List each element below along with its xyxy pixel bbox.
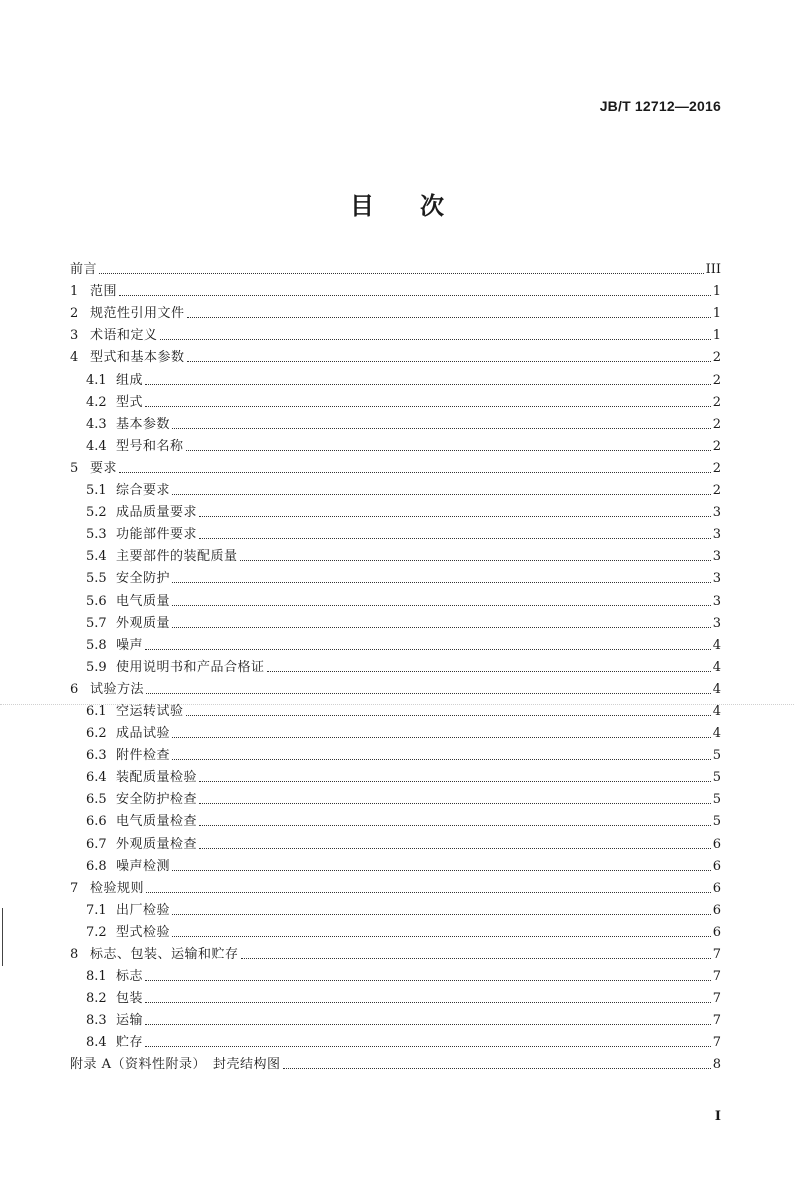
toc-entry-page: 4 (712, 659, 721, 675)
toc-entry-page: 2 (712, 394, 721, 410)
toc-entry-label: 标志 (116, 969, 144, 985)
toc-entry[interactable] (70, 256, 721, 278)
toc-entry-number: 8.4 (86, 1035, 107, 1051)
toc-entry-label: 主要部件的装配质量 (116, 549, 238, 565)
toc-entry[interactable] (70, 543, 721, 565)
toc-entry[interactable] (70, 919, 721, 941)
toc-entry[interactable] (70, 455, 721, 477)
toc-entry-label: 噪声检测 (116, 858, 171, 874)
toc-entry-page: 2 (712, 350, 721, 366)
toc-entry-page: 6 (712, 924, 721, 940)
toc-entry-page: 1 (712, 284, 721, 300)
toc-entry-label: 电气质量 (116, 593, 171, 609)
toc-entry-number: 5.1 (86, 483, 107, 499)
toc-entry[interactable] (70, 786, 721, 808)
dot-leader (172, 936, 711, 937)
toc-entry-page: 1 (712, 306, 721, 322)
dot-leader (145, 980, 711, 981)
toc-entry-number: 5.8 (86, 637, 107, 653)
toc-entry-page: 4 (712, 637, 721, 653)
toc-entry[interactable] (70, 610, 721, 632)
toc-entry-page: 5 (712, 770, 721, 786)
toc-entry-number: 6.8 (86, 858, 107, 874)
dot-leader (199, 781, 711, 782)
toc-entry-label: 电气质量检查 (116, 814, 198, 830)
dot-leader (241, 958, 711, 959)
table-of-contents (70, 256, 721, 1073)
toc-entry-page: 3 (712, 549, 721, 565)
standard-code: JB/T 12712—2016 (599, 98, 721, 114)
dot-leader (199, 848, 711, 849)
toc-entry-page: 7 (712, 947, 721, 962)
toc-entry-label: 外观质量检查 (116, 836, 198, 852)
toc-entry-label: 使用说明书和产品合格证 (116, 659, 265, 675)
toc-entry-number: 6 (70, 681, 79, 697)
toc-entry-label: 型式检验 (116, 924, 171, 940)
dot-leader (240, 560, 711, 561)
dot-leader (199, 538, 711, 539)
toc-entry-number: 7.1 (86, 902, 107, 918)
toc-entry[interactable] (70, 389, 721, 411)
toc-entry[interactable] (70, 654, 721, 676)
toc-entry[interactable] (70, 875, 721, 897)
toc-entry-page: 4 (712, 726, 721, 742)
toc-entry-label: 装配质量检验 (116, 770, 198, 786)
toc-entry[interactable] (70, 720, 721, 742)
page-number: I (714, 1109, 721, 1124)
toc-entry-label: 前言 (70, 262, 98, 278)
toc-entry-label: 噪声 (116, 637, 144, 653)
dot-leader (146, 693, 711, 694)
toc-entry-page: 2 (712, 416, 721, 432)
toc-entry[interactable] (70, 322, 721, 344)
toc-title (0, 186, 794, 221)
toc-entry-label: 标志、包装、运输和贮存 (90, 947, 239, 962)
toc-entry-number: 4.4 (86, 438, 107, 454)
toc-entry-label: 运输 (116, 1013, 144, 1029)
toc-entry-page: 6 (712, 836, 721, 852)
toc-entry[interactable] (70, 587, 721, 609)
dot-leader (172, 870, 711, 871)
toc-entry-number: 5.2 (86, 505, 107, 521)
toc-entry[interactable] (70, 742, 721, 764)
toc-entry[interactable] (70, 1051, 721, 1073)
toc-entry-page: 2 (712, 372, 721, 388)
toc-entry-label: 型式和基本参数 (90, 350, 185, 366)
dot-leader (172, 494, 711, 495)
toc-entry[interactable] (70, 565, 721, 587)
dot-leader (283, 1068, 711, 1069)
toc-entry-page: 6 (712, 902, 721, 918)
toc-entry-number: 4.1 (86, 372, 107, 388)
toc-entry-page: 1 (712, 328, 721, 344)
dot-leader (119, 472, 711, 473)
dot-leader (199, 516, 711, 517)
dot-leader (172, 737, 711, 738)
toc-entry[interactable] (70, 808, 721, 830)
toc-entry-number: 8 (70, 947, 79, 962)
toc-entry-label: 功能部件要求 (116, 527, 198, 543)
toc-entry-number: 7.2 (86, 924, 107, 940)
dot-leader (172, 759, 711, 760)
toc-entry-number: 6.1 (86, 703, 107, 719)
toc-entry[interactable] (70, 477, 721, 499)
toc-entry-page: 2 (712, 438, 721, 454)
toc-entry[interactable] (70, 764, 721, 786)
toc-entry-page: 3 (712, 571, 721, 587)
toc-entry-page: 2 (712, 460, 721, 476)
dot-leader (186, 450, 711, 451)
toc-entry-page: 6 (712, 858, 721, 874)
toc-entry[interactable] (70, 278, 721, 300)
toc-entry[interactable] (70, 300, 721, 322)
toc-entry-number: 6.7 (86, 836, 107, 852)
toc-entry-label: 附件检查 (116, 748, 171, 764)
toc-entry-page: 7 (712, 991, 721, 1007)
toc-entry-label: 规范性引用文件 (90, 306, 185, 322)
dot-leader (145, 1046, 711, 1047)
dot-leader (187, 361, 711, 362)
toc-entry-number: 6.5 (86, 792, 107, 808)
toc-entry-number: 4.3 (86, 416, 107, 432)
toc-entry-label: 包装 (116, 991, 144, 1007)
toc-title-char-2: 次 (420, 191, 444, 220)
toc-entry-number: 8.2 (86, 991, 107, 1007)
toc-entry-label: 术语和定义 (90, 328, 158, 344)
toc-entry[interactable] (70, 853, 721, 875)
toc-entry-number: 8.3 (86, 1013, 107, 1029)
toc-entry-number: 5.3 (86, 527, 107, 543)
toc-entry-number: 4 (70, 350, 79, 366)
toc-entry-page: 3 (712, 505, 721, 521)
toc-entry-page: III (705, 262, 721, 278)
dot-leader (172, 627, 711, 628)
dot-leader (186, 715, 711, 716)
toc-entry-label: 安全防护检查 (116, 792, 198, 808)
toc-entry-number: 7 (70, 880, 79, 896)
toc-entry-page: 8 (712, 1057, 721, 1073)
toc-entry[interactable] (70, 433, 721, 455)
toc-entry[interactable] (70, 411, 721, 433)
toc-entry[interactable] (70, 366, 721, 388)
toc-entry-page: 6 (712, 880, 721, 896)
toc-entry-label: 空运转试验 (116, 703, 184, 719)
toc-entry-page: 7 (712, 1035, 721, 1051)
toc-entry-label: 成品质量要求 (116, 505, 198, 521)
toc-entry-label: 检验规则 (90, 880, 145, 896)
dot-leader (160, 339, 711, 340)
toc-entry-page: 2 (712, 483, 721, 499)
toc-entry-number: 6.4 (86, 770, 107, 786)
toc-entry-page: 5 (712, 814, 721, 830)
toc-entry-page: 3 (712, 527, 721, 543)
dot-leader (99, 273, 704, 274)
toc-entry[interactable] (70, 1029, 721, 1051)
toc-entry-number: 6.6 (86, 814, 107, 830)
toc-entry[interactable] (70, 897, 721, 919)
toc-entry-page: 7 (712, 1013, 721, 1029)
dot-leader (145, 384, 711, 385)
toc-entry-label: 安全防护 (116, 571, 171, 587)
toc-entry-page: 4 (712, 681, 721, 697)
toc-entry[interactable] (70, 521, 721, 543)
toc-entry[interactable] (70, 963, 721, 985)
toc-entry-page: 7 (712, 969, 721, 985)
toc-entry[interactable] (70, 1007, 721, 1029)
dot-leader (199, 825, 711, 826)
toc-entry[interactable] (70, 676, 721, 698)
toc-entry-number: 5.6 (86, 593, 107, 609)
toc-entry[interactable] (70, 941, 721, 963)
dot-leader (199, 803, 711, 804)
toc-entry-number: 5.7 (86, 615, 107, 631)
toc-entry-number: 1 (70, 284, 79, 300)
dot-leader (119, 295, 711, 296)
toc-entry-number: 3 (70, 328, 79, 344)
toc-entry-page: 3 (712, 615, 721, 631)
toc-entry[interactable] (70, 698, 721, 720)
toc-entry-number: 5.5 (86, 571, 107, 587)
toc-entry[interactable] (70, 344, 721, 366)
toc-entry-page: 4 (712, 703, 721, 719)
toc-entry-label: 试验方法 (90, 681, 145, 697)
toc-entry[interactable] (70, 830, 721, 852)
toc-entry-label: 要求 (90, 460, 118, 476)
toc-entry-label: 型号和名称 (116, 438, 184, 454)
toc-entry-number: 6.2 (86, 726, 107, 742)
toc-entry-label: 综合要求 (116, 483, 171, 499)
toc-entry-label: 型式 (116, 394, 144, 410)
dot-leader (145, 649, 711, 650)
scan-edge-mark (2, 908, 3, 966)
dot-leader (145, 1024, 711, 1025)
toc-entry-number: 8.1 (86, 969, 107, 985)
toc-title-char-1: 目 (350, 191, 374, 220)
toc-entry-number: 2 (70, 306, 79, 322)
toc-entry-number: 5 (70, 460, 79, 476)
toc-entry-label: 范围 (90, 284, 118, 300)
toc-entry-label: 基本参数 (116, 416, 171, 432)
dot-leader (172, 605, 711, 606)
dot-leader (187, 317, 711, 318)
toc-entry-page: 5 (712, 748, 721, 764)
toc-entry[interactable] (70, 499, 721, 521)
toc-entry-number: 5.4 (86, 549, 107, 565)
toc-entry-number: 6.3 (86, 748, 107, 764)
toc-entry[interactable] (70, 985, 721, 1007)
dot-leader (146, 892, 711, 893)
toc-entry-label: 组成 (116, 372, 144, 388)
toc-entry-label: 出厂检验 (116, 902, 171, 918)
toc-entry-page: 5 (712, 792, 721, 808)
toc-entry-page: 3 (712, 593, 721, 609)
dot-leader (145, 1002, 711, 1003)
dot-leader (145, 406, 711, 407)
toc-entry-number: 4.2 (86, 394, 107, 410)
toc-entry-label: 外观质量 (116, 615, 171, 631)
dot-leader (267, 671, 711, 672)
toc-entry-number: 5.9 (86, 659, 107, 675)
dot-leader (172, 914, 711, 915)
dot-leader (172, 428, 711, 429)
toc-entry-label: 成品试验 (116, 726, 171, 742)
toc-entry[interactable] (70, 632, 721, 654)
toc-entry-label: 贮存 (116, 1035, 144, 1051)
toc-entry-label: 附录 A（资料性附录） 封壳结构图 (70, 1057, 281, 1073)
dot-leader (172, 582, 711, 583)
